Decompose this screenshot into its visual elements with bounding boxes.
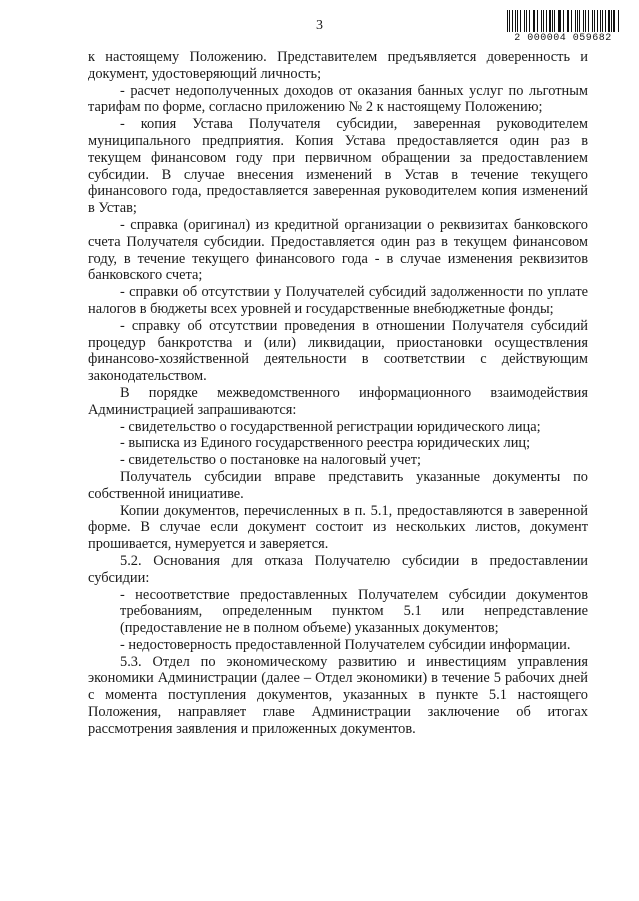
paragraph: - справка (оригинал) из кредитной организации о реквизитах банковского счета Получателя субсидии. Предоставляется один раз в текущем финансовом году, в течение текущего финансового года - в случае изменения реквизитов банковского счета; — [88, 216, 588, 284]
paragraph: Копии документов, перечисленных в п. 5.1, предоставляются в заверенной форме. В случае если документ состоит из нескольких листов, документ прошивается, нумеруется и заверяется. — [88, 502, 588, 553]
paragraph: к настоящему Положению. Представителем предъявляется доверенность и документ, удостоверяющий личность; — [88, 49, 588, 82]
paragraph: - справку об отсутствии проведения в отношении Получателя субсидий процедур банкротства и (или) ликвидации, приостановки осуществления финансово-хозяйственной деятельности в соответствии с действующим законодательством. — [88, 317, 588, 385]
paragraph: В порядке межведомственного информационного взаимодействия Администрацией запрашиваются: — [88, 384, 588, 418]
list-item: - свидетельство о постановке на налоговый учет; — [120, 452, 422, 469]
barcode — [507, 10, 619, 44]
paragraph: - расчет недополученных доходов от оказания банных услуг по льготным тарифам по форме, согласно приложению № 2 к настоящему Положению; — [88, 82, 588, 116]
document-body — [88, 49, 588, 738]
list-item: - свидетельство о государственной регистрации юридического лица; — [120, 418, 541, 435]
list-item: - несоответствие предоставленных Получателем субсидии документов требованиям, определенным пунктом 5.1 или непредставление (предоставление не в полном объеме) указанных документов; — [120, 586, 588, 637]
paragraph: - справки об отсутствии у Получателей субсидий задолженности по уплате налогов в бюджеты всех уровней и государственные внебюджетные фонды; — [88, 284, 588, 317]
paragraph: 5.3. Отдел по экономическому развитию и инвестициям управления экономики Администрации (далее – Отдел экономики) в течение 5 рабочих дней с момента поступления документов, указанных в пункте 5.1 настоящего Положения, направляет главе Администрации заключение об итогах рассмотрения заявления и приложенных документов. — [88, 653, 588, 737]
list-item: - недостоверность предоставленной Получателем субсидии информации. — [120, 636, 571, 653]
paragraph: Получатель субсидии вправе представить указанные документы по собственной инициативе. — [88, 468, 588, 502]
paragraph: 5.2. Основания для отказа Получателю субсидии в предоставлении субсидии: — [88, 552, 588, 586]
barcode-bars — [507, 10, 619, 32]
page-number: 3 — [316, 18, 323, 33]
paragraph: - копия Устава Получателя субсидии, заверенная руководителем муниципального предприятия. Копия Устава предоставляется один раз в текущем финансовом году при первичном обращении за предоставлением субсидии. В случае внесения изменений в Устав в течение текущего финансового года, предоставляется заверенная руководителем копия изменений в Устав; — [88, 116, 588, 217]
list-item: - выписка из Единого государственного реестра юридических лиц; — [120, 435, 531, 452]
barcode-number: 2 000004 059682 — [514, 33, 612, 44]
